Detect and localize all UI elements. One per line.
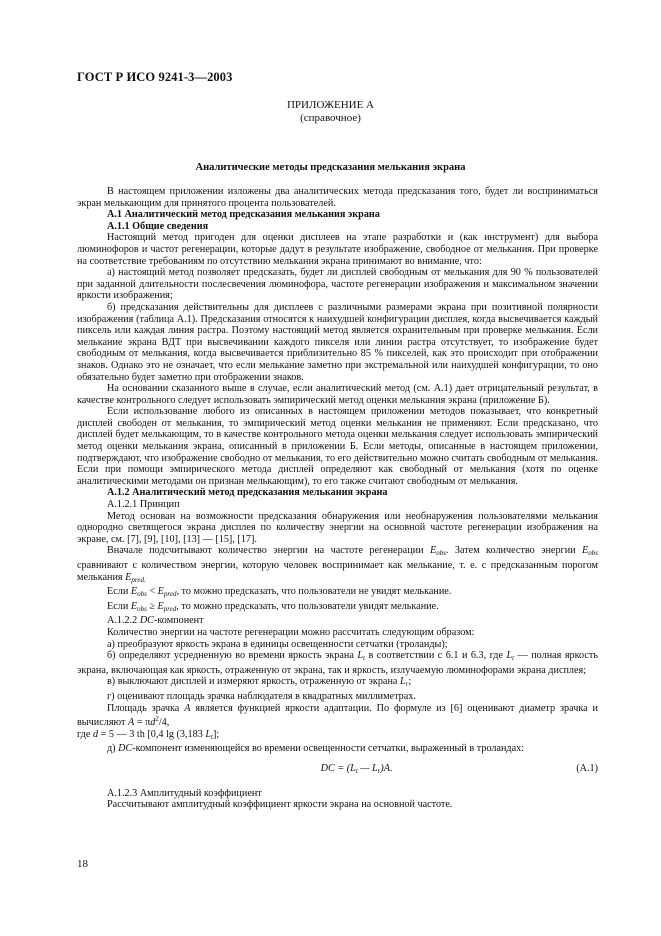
heading-a11: А.1.1 Общие сведения <box>107 220 209 232</box>
condition-visible: Если $E_{obs} \ge E_{pred}$, то можно предсказать, что пользователи увидят мелькание. <box>107 600 439 613</box>
document-id: ГОСТ Р ИСО 9241-3—2003 <box>77 70 233 84</box>
list-item-b: б) предсказания действительны для дисплеев с различными размерами экрана при позитивной полярности изображения (таблица А.1). Предсказания относятся к наихудшей конфигурации дисплея, когда высвечивается каждый пиксель или каждая линия растра. Поэтому настоящий метод является охранительным при проверке мелькания. Если мелькание экрана ВДТ при высвечивании каждого пикселя или линии растра отсутствует, то изображение будет свободным от мелькания, когда высвечивается приблизительно 85 % пикселей, как это происходит при отображении знаков. Однако это не означает, что если мелькание заметно при экстремальной или наихудшей конфигурации, то оно обязательно будет заметно при отображении знаков. <box>77 301 598 383</box>
section-title: Аналитические методы предсказания мелькания экрана <box>195 162 466 173</box>
heading-a12: А.1.2 Аналитический метод предсказания мелькания экрана <box>107 487 388 499</box>
appendix-title: ПРИЛОЖЕНИЕ А <box>286 99 374 111</box>
paragraph-usage: Если использование любого из описанных в настоящем приложении методов показывает, что конкретный дисплей свободен от мелькания, то эмпирический метод оценки мелькания не применяют. Если предсказано, что дисплей будет мелькающим, то в качестве контрольного метода оценки мелькания следует использовать эмпирический метод оценки мелькания экрана, описанный в приложении Б. Если методы, описанные в настоящем приложении, подтверждают, что изображение свободно от мелькания, то его действительно можно считать свободным от мелькания. Если при помощи эмпирического метода дисплей определяют как свободный от мелькания (хотя по оценке аналитическими методами он признан мелькающим), то его также считают свободным от мелькания. <box>77 406 598 487</box>
paragraph-amplitude: Рассчитывают амплитудный коэффициент яркости экрана на основной частоте. <box>107 799 453 811</box>
document-body <box>77 186 598 811</box>
intro-paragraph: В настоящем приложении изложены два аналитических метода предсказания того, будет ли восприниматься экран мелькающим для принятого процента пользователей. <box>77 186 598 209</box>
list-item-a: а) настоящий метод позволяет предсказать, будет ли дисплей свободным от мелькания для 90 % пользователей при заданной длительности послесвечения люминофора, частоте регенерации изображения и максимальном значении яркости изображения; <box>77 267 598 302</box>
paragraph-pupil: Площадь зрачка A является функцией яркости адаптации. По формуле из [6] оценивают диаметр зрачка и вычисляют $A = \pi d^2/4$, <box>77 702 599 729</box>
condition-not-visible: Если $E_{obs} < E_{pred}$, то можно предсказать, что пользователи не увидят мелькание. <box>107 586 452 599</box>
heading-a1: А.1 Аналитический метод предсказания мелькания экрана <box>107 209 380 221</box>
heading-a123: А.1.2.3 Амплитудный коэффициент <box>107 787 262 799</box>
paragraph-basis: На основании сказанного выше в случае, если аналитический метод (см. А.1) дает отрицательный результат, в качестве контрольного следует использовать эмпирический метод оценки мелькания экрана (приложение Б). <box>77 383 598 406</box>
step-d: д) DC-компонент изменяющейся во времени освещенности сетчатки, выраженный в троландах: <box>107 743 525 755</box>
step-g: г) оценивают площадь зрачка наблюдателя в квадратных миллиметрах. <box>107 690 416 702</box>
heading-a121: А.1.2.1 Принцип <box>107 499 180 511</box>
formula-expression: DC = ($L_t$ — $L_r)A$. <box>320 762 393 775</box>
heading-a122: А.1.2.2 DC-компонент <box>107 615 204 627</box>
step-a: а) преобразуют яркость экрана в единицы освещенности сетчатки (троланды); <box>107 638 448 650</box>
formula-number: (А.1) <box>576 762 598 774</box>
appendix-heading <box>0 99 661 125</box>
paragraph-energy-calc: Количество энергии на частоте регенерации можно рассчитать следующим образом: <box>107 626 475 638</box>
appendix-subtitle: (справочное) <box>300 112 361 124</box>
step-b: б) определяют усредненную во времени яркость экрана $L_t$ в соответствии с 6.1 и 6.3, где $L_t$ — полная яркость экрана, включающая как яркость, отраженную от экрана, так и яркость, излучаемую люминофорами экрана дисплея; <box>77 650 598 676</box>
where-clause: где d = 5 — 3 th [0,4 lg (3,183 $L_t$]; <box>77 728 220 741</box>
step-v: в) выключают дисплей и измеряют яркость, отраженную от экрана $L_r$; <box>107 676 412 689</box>
paragraph-principle: Метод основан на возможности предсказания обнаружения или необнаружения пользователями мелькания однородно светящегося экрана дисплея по количеству энергии на основной частоте регенерации изображения на экране, см. [7], [9], [10], [13] — [15], [17]. <box>77 510 598 545</box>
paragraph-energy-count: Вначале подсчитывают количество энергии на частоте регенерации $E_{obs}$. Затем количество энергии $E_{obs}$ сравнивают с количеством энергии, которую человек воспринимает как мелькание, т. е. с предсказанным порогом мелькания $E_{pred.}$ <box>77 545 598 584</box>
formula-a1 <box>77 763 598 778</box>
paragraph-a11: Настоящий метод пригоден для оценки дисплеев на этапе разработки и (как инструмент) для выбора люминофоров и частот регенерации, которые дадут в результате изображение, свободное от мелькания. При проверке на соответствие требованиям по отсутствию мелькания экрана принимают во внимание, что: <box>77 232 598 267</box>
page-number: 18 <box>77 858 88 870</box>
